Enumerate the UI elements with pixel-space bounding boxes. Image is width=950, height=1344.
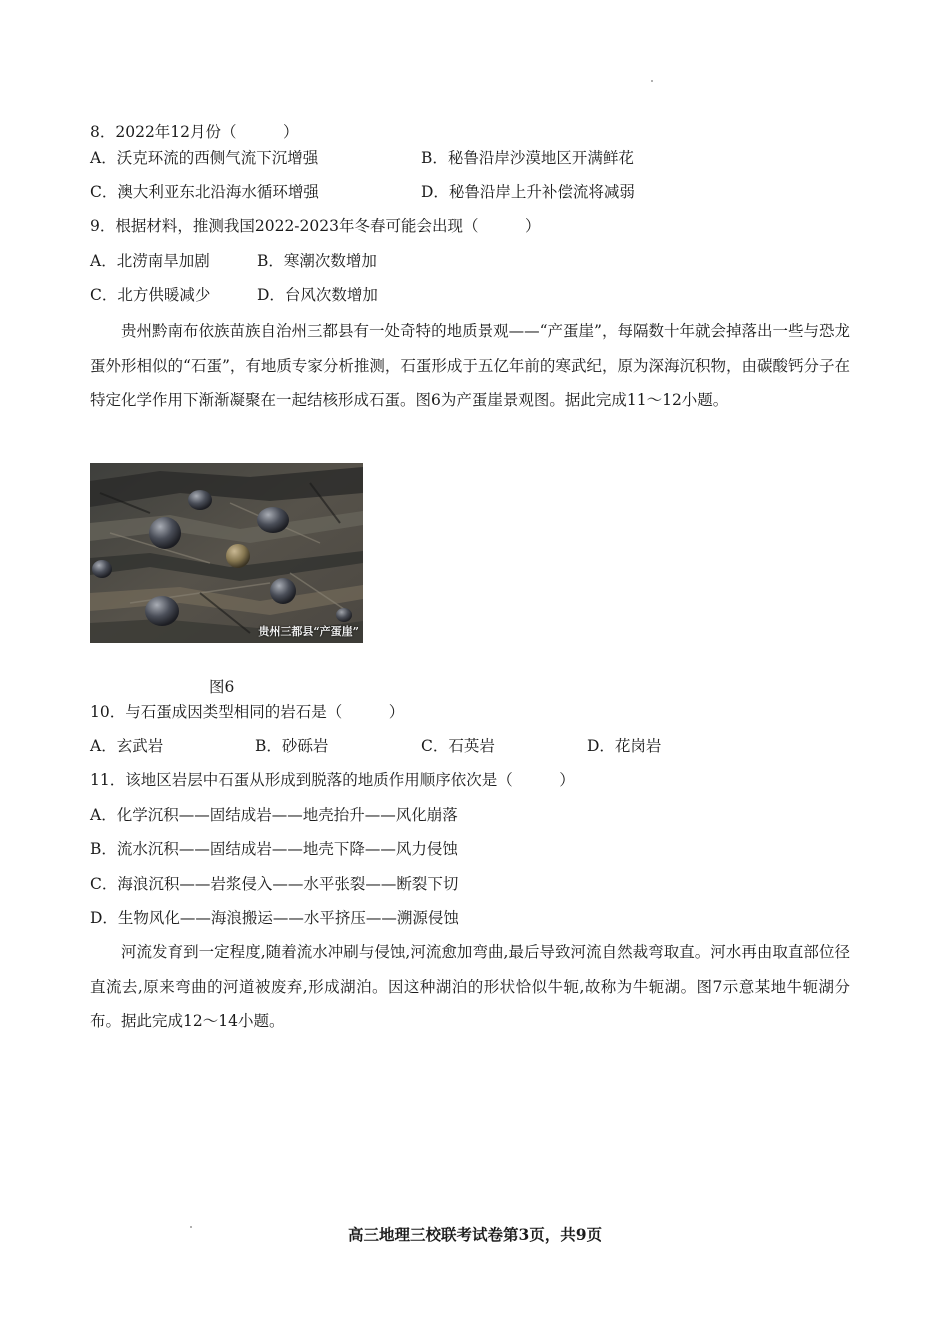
q9-option-a: A．北涝南旱加剧 xyxy=(90,252,210,270)
photo-watermark: 贵州三都县“产蛋崖” xyxy=(258,625,359,638)
q9-option-d: D．台风次数增加 xyxy=(257,286,378,304)
material-paragraph-eggs: 贵州黔南布依族苗族自治州三都县有一处奇特的地质景观——“产蛋崖”，每隔数十年就会掉落出一些与恐龙蛋外形相似的“石蛋”，有地质专家分析推测，石蛋形成于五亿年前的寒武纪，原为深海沉积物，由碳酸钙分子在特定化学作用下渐渐凝聚在一起结核形成石蛋。图6为产蛋崖景观图。据此完成11～12小题。 xyxy=(90,322,850,409)
q8-option-a: A．沃克环流的西侧气流下沉增强 xyxy=(90,149,319,167)
q9-stem: 9．根据材料，推测我国2022-2023年冬春可能会出现（ ） xyxy=(90,217,541,235)
q8-stem: 8．2022年12月份（ ） xyxy=(90,123,299,141)
scan-speck xyxy=(651,80,653,82)
page-footer: 高三地理三校联考试卷第3页，共9页 xyxy=(347,1225,603,1244)
q10-stem: 10．与石蛋成因类型相同的岩石是（ ） xyxy=(90,703,405,721)
q10-option-b: B．砂砾岩 xyxy=(255,737,329,755)
q9-option-c: C．北方供暖减少 xyxy=(90,286,211,304)
q11-option-d: D．生物风化——海浪搬运——水平挤压——溯源侵蚀 xyxy=(90,909,459,927)
figure-6-caption: 图6 xyxy=(209,678,235,696)
q8-option-c: C．澳大利亚东北沿海水循环增强 xyxy=(90,183,319,201)
q10-option-d: D．花岗岩 xyxy=(587,737,662,755)
q9-option-b: B．寒潮次数增加 xyxy=(257,252,377,270)
q8-option-b: B．秘鲁沿岸沙漠地区开满鲜花 xyxy=(421,149,634,167)
q8-option-d: D．秘鲁沿岸上升补偿流将减弱 xyxy=(421,183,635,201)
q11-stem: 11．该地区岩层中石蛋从形成到脱落的地质作用顺序依次是（ ） xyxy=(90,771,575,789)
q11-option-a: A．化学沉积——固结成岩——地壳抬升——风化崩落 xyxy=(90,806,458,824)
q11-option-c: C．海浪沉积——岩浆侵入——水平张裂——断裂下切 xyxy=(90,875,459,893)
q10-option-a: A．玄武岩 xyxy=(90,737,164,755)
material-paragraph-oxbow: 河流发育到一定程度,随着流水冲刷与侵蚀,河流愈加弯曲,最后导致河流自然裁弯取直。河水再由取直部位径直流去,原来弯曲的河道被废弃,形成湖泊。因这种湖泊的形状恰似牛轭,故称为牛轭湖。图7示意某地牛轭湖分布。据此完成12～14小题。 xyxy=(90,943,850,1030)
q10-option-c: C．石英岩 xyxy=(421,737,495,755)
q11-option-b: B．流水沉积——固结成岩——地壳下降——风力侵蚀 xyxy=(90,840,458,858)
figure-6-photo xyxy=(90,463,363,643)
